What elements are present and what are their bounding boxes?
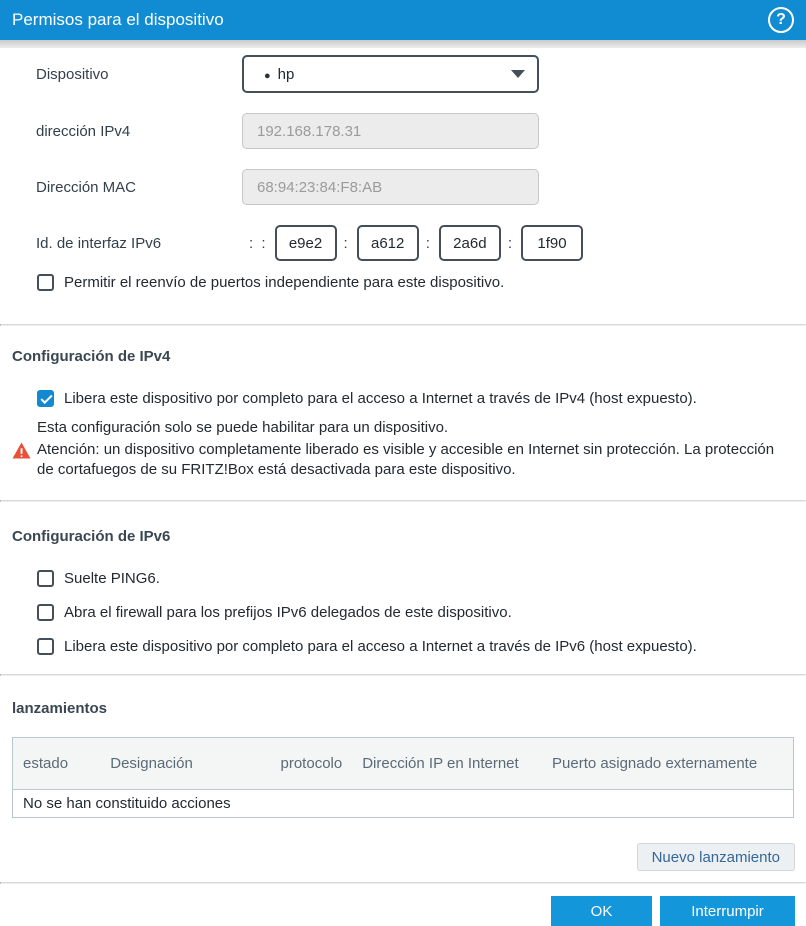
column-header-estado: estado: [13, 738, 101, 790]
ipv4-address-field: [242, 113, 539, 149]
mac-address-field: [242, 169, 539, 205]
ipv6-prefix: : :: [249, 234, 268, 252]
releases-table-header-row: [13, 738, 794, 790]
ipv4-address-label: dirección IPv4: [36, 122, 131, 140]
column-header-designacion: Designación: [100, 738, 270, 790]
device-dropdown[interactable]: [242, 55, 539, 93]
ipv6-ping6-checkbox[interactable]: [37, 570, 54, 587]
header-shadow: [0, 40, 806, 48]
ipv6-firewall-checkbox[interactable]: [37, 604, 54, 621]
section-divider: [0, 500, 806, 502]
ipv6-ping6-label: Suelte PING6.: [64, 570, 160, 587]
mac-address-row: [0, 169, 806, 205]
ipv4-address-row: [0, 113, 806, 149]
ipv6-separator: :: [507, 234, 515, 252]
ipv6-segment-3[interactable]: [439, 225, 501, 261]
port-forwarding-label: Permitir el reenvío de puertos independiente para este dispositivo.: [64, 274, 505, 291]
ipv6-separator: :: [425, 234, 432, 252]
ipv4-note: Esta configuración solo se puede habilitar para un dispositivo.: [37, 419, 449, 436]
device-selected-label: hp: [277, 65, 295, 83]
ipv4-warning-text: Atención: un dispositivo completamente liberado es visible y accesible en Internet sin protección. La protección de cortafuegos de su FRITZ!Box está desactivada para este dispositivo.: [37, 441, 775, 478]
ipv4-warning-row: [0, 438, 806, 500]
device-dropdown-value: [264, 66, 511, 83]
ipv6-exposed-host-checkbox[interactable]: [37, 638, 54, 655]
ipv6-exposed-host-label: Libera este dispositivo por completo para el acceso a Internet a través de IPv6 (host expuesto).: [64, 638, 697, 655]
ipv6-segment-1[interactable]: [275, 225, 337, 261]
device-label: Dispositivo: [36, 65, 109, 83]
device-row: [0, 55, 806, 93]
new-release-button[interactable]: Nuevo lanzamiento: [637, 843, 795, 871]
ipv4-exposed-host-label: Libera este dispositivo por completo para el acceso a Internet a través de IPv4 (host expuesto).: [64, 390, 697, 407]
column-header-puerto: Puerto asignado externamente: [542, 738, 793, 790]
ipv6-interface-label: Id. de interfaz IPv6: [36, 234, 162, 252]
ipv6-section-heading: Configuración de IPv6: [12, 528, 171, 545]
ipv6-segment-4[interactable]: [521, 225, 583, 261]
ipv6-ping6-row: [0, 569, 806, 588]
chevron-down-icon: [511, 70, 525, 78]
page-title: Permisos para el dispositivo: [12, 10, 224, 29]
port-forwarding-checkbox[interactable]: [37, 274, 54, 291]
releases-empty-row: [13, 790, 794, 818]
ok-button[interactable]: OK: [551, 896, 652, 926]
port-forwarding-row: [0, 273, 806, 292]
ipv6-interface-group: [242, 225, 583, 261]
releases-table: [12, 737, 794, 818]
ipv6-firewall-row: [0, 603, 806, 622]
column-header-protocolo: protocolo: [271, 738, 353, 790]
mac-address-label: Dirección MAC: [36, 178, 137, 196]
releases-empty-message: No se han constituido acciones: [13, 790, 794, 818]
ipv6-firewall-label: Abra el firewall para los prefijos IPv6 delegados de este dispositivo.: [64, 604, 512, 621]
help-icon[interactable]: ?: [768, 7, 794, 33]
ipv6-exposed-host-row: [0, 637, 806, 656]
footer-actions: [0, 884, 806, 926]
dialog-header: [0, 0, 806, 40]
ipv4-section-heading: Configuración de IPv4: [12, 348, 171, 365]
device-status-dot: ●: [264, 69, 271, 82]
cancel-button[interactable]: Interrumpir: [660, 896, 795, 926]
column-header-direccion-ip: Dirección IP en Internet: [352, 738, 542, 790]
releases-heading: lanzamientos: [12, 700, 108, 717]
ipv6-separator: :: [343, 234, 350, 252]
ipv4-exposed-host-row: [0, 389, 806, 408]
warning-icon: [12, 442, 31, 459]
ipv6-segment-2[interactable]: [357, 225, 419, 261]
ipv4-exposed-host-checkbox[interactable]: [37, 390, 54, 407]
ipv6-interface-row: [0, 225, 806, 261]
